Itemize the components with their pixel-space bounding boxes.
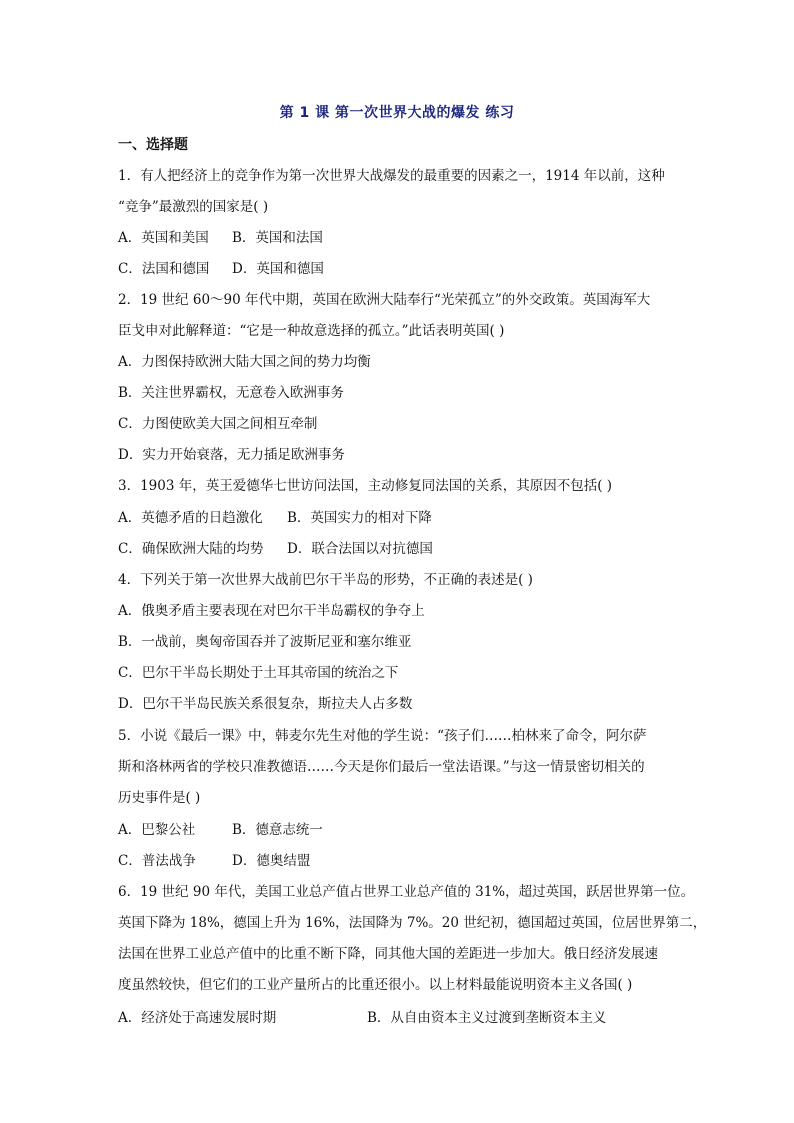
question-2-text: 2．19 世纪 60～90 年代中期，英国在欧洲大陆奉行“光荣孤立”的外交政策。英国海军大 [118,292,651,308]
question-1-option-c: C．法国和德国 [118,261,210,277]
question-6-text-cont-2: 法国在世界工业总产值中的比重不断下降，同其他大国的差距进一步加大。俄日经济发展速 [118,946,658,962]
document-title: 第 1 课 第一次世界大战的爆发 练习 [279,105,515,121]
question-4-option-d: D．巴尔干半岛民族关系很复杂，斯拉夫人占多数 [118,696,413,712]
question-5-text: 5．小说《最后一课》中，韩麦尔先生对他的学生说：“孩子们……柏林来了命令，阿尔萨 [118,728,647,744]
question-4-option-c: C．巴尔干半岛长期处于土耳其帝国的统治之下 [118,665,399,681]
question-1-option-b: B．英国和法国 [232,230,323,246]
question-2-option-d: D．实力开始衰落，无力插足欧洲事务 [118,447,345,463]
question-3-option-a: A．英德矛盾的日趋激化 [118,510,263,526]
question-5-option-d: D．德奥结盟 [232,853,311,869]
question-3-option-d: D．联合法国以对抗德国 [287,541,433,557]
question-2-option-b: B．关注世界霸权，无意卷入欧洲事务 [118,385,344,401]
question-4-text: 4．下列关于第一次世界大战前巴尔干半岛的形势，不正确的表述是( ) [118,572,533,588]
section-heading: 一、选择题 [118,137,188,153]
question-6-text: 6．19 世纪 90 年代，美国工业总产值占世界工业总产值的 31%，超过英国，跃居世界第一位。 [118,884,695,900]
question-6-text-cont-3: 度虽然较快，但它们的工业产量所占的比重还很小。以上材料最能说明资本主义各国( ) [118,977,633,993]
question-1-option-a: A．英国和美国 [118,230,209,246]
question-3-text: 3．1903 年，英王爱德华七世访问法国，主动修复同法国的关系，其原因不包括( ) [118,478,613,494]
question-6-text-cont: 英国下降为 18%，德国上升为 16%，法国降为 7%。20 世纪初，德国超过英国，位居世界第二， [118,915,707,931]
question-1-text-cont: “竞争”最激烈的国家是( ) [118,199,269,215]
question-2-option-c: C．力图使欧美大国之间相互牵制 [118,416,318,432]
question-5-option-c: C．普法战争 [118,853,196,869]
question-5-option-b: B．德意志统一 [232,822,323,838]
question-4-option-b: B．一战前，奥匈帝国吞并了波斯尼亚和塞尔维亚 [118,634,412,650]
question-5-option-a: A．巴黎公社 [118,822,196,838]
question-6-option-a: A．经济处于高速发展时期 [118,1010,277,1026]
question-4-option-a: A．俄奥矛盾主要表现在对巴尔干半岛霸权的争夺上 [118,603,425,619]
question-3-option-b: B．英国实力的相对下降 [287,510,432,526]
question-3-option-c: C．确保欧洲大陆的均势 [118,541,264,557]
question-6-option-b: B．从自由资本主义过渡到垄断资本主义 [367,1010,607,1026]
question-2-option-a: A．力图保持欧洲大陆大国之间的势力均衡 [118,354,371,370]
question-5-text-cont: 斯和洛林两省的学校只准教德语……今天是你们最后一堂法语课。”与这一情景密切相关的 [118,759,645,775]
question-5-text-cont-2: 历史事件是( ) [118,790,201,806]
question-2-text-cont: 臣戈申对此解释道：“它是一种故意选择的孤立。”此话表明英国( ) [118,323,505,339]
question-1-option-d: D．英国和德国 [232,261,324,277]
question-1-text: 1．有人把经济上的竞争作为第一次世界大战爆发的最重要的因素之一，1914 年以前，这种 [118,168,665,184]
